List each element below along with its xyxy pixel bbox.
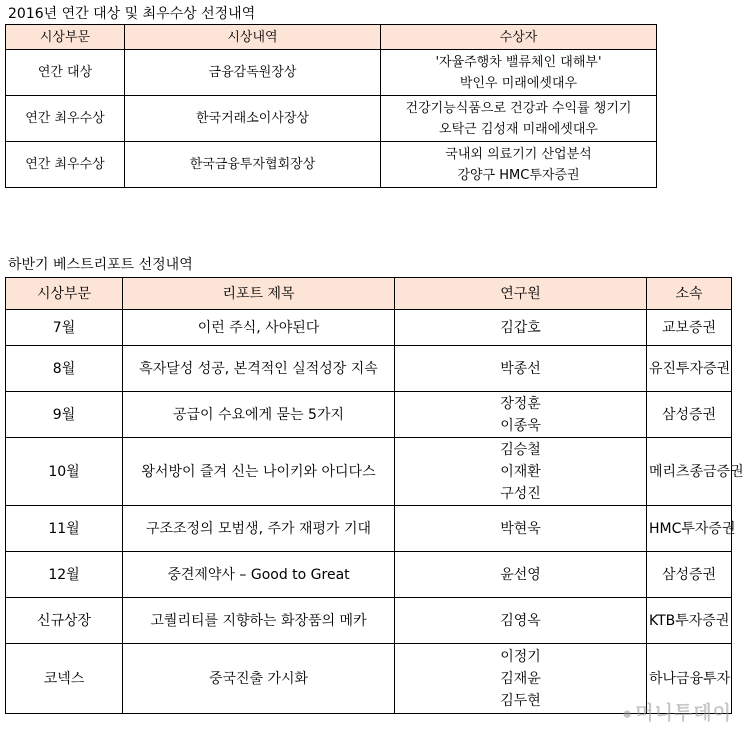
report-title: 구조조정의 모범생, 주가 재평가 기대: [123, 506, 395, 552]
firm-name: KTB투자증권: [649, 612, 730, 629]
researcher-name: 이재환: [500, 463, 541, 480]
award-category: 연간 최우수상: [6, 96, 125, 142]
firm-name: 교보증권: [661, 319, 717, 336]
firm-name: 하나금융투자: [649, 670, 731, 687]
researcher-name: 김갑호: [500, 319, 541, 336]
researcher-name: 윤선영: [500, 566, 541, 583]
researcher-name: 구성진: [500, 485, 541, 502]
researcher-name: 장정훈: [500, 395, 541, 412]
winner-line: '자율주행차 밸류체인 대해부': [435, 54, 602, 70]
table-row: [6, 96, 657, 142]
watermark: [622, 698, 732, 725]
report-category: 9월: [6, 392, 123, 438]
researcher-name: 김두현: [500, 692, 541, 709]
report-researchers: [395, 346, 647, 392]
award-category: 연간 대상: [6, 50, 125, 96]
watermark-text: 머니투데이: [635, 703, 732, 724]
report-firm: [647, 346, 732, 392]
report-title: 중국진출 가시화: [123, 644, 395, 714]
firm-name: 메리츠종금증권: [649, 463, 744, 480]
researcher-name: 김재윤: [500, 670, 541, 687]
report-researchers: [395, 644, 647, 714]
table-row: [6, 392, 732, 438]
report-category: 12월: [6, 552, 123, 598]
report-researchers: [395, 438, 647, 506]
column-header-firm: 소속: [647, 278, 732, 310]
report-title: 이런 주식, 사야된다: [123, 310, 395, 346]
annual-awards-title: 2016년 연간 대상 및 최우수상 선정내역: [8, 6, 256, 22]
column-header-category: 시상부문: [6, 278, 123, 310]
annual-awards-table: [5, 24, 657, 188]
researcher-name: 박종선: [500, 360, 541, 377]
column-header-winner: 수상자: [381, 25, 657, 50]
award-name: 한국거래소이사장상: [125, 96, 381, 142]
report-researchers: [395, 392, 647, 438]
report-title-text: 흑자달성 성공, 본격적인 실적성장 지속: [139, 360, 378, 377]
report-firm: [647, 310, 732, 346]
table-header-row: [6, 278, 732, 310]
researcher-name: 김영옥: [500, 612, 541, 629]
award-name: 한국금융투자협회장상: [125, 142, 381, 188]
winner-line: 박인우 미래에셋대우: [459, 75, 578, 91]
report-category: 10월: [6, 438, 123, 506]
firm-name: 삼성증권: [661, 566, 717, 583]
column-header-category: 시상부문: [6, 25, 125, 50]
report-category: 11월: [6, 506, 123, 552]
award-winner: [381, 142, 657, 188]
report-firm: [647, 506, 736, 552]
report-firm: [647, 598, 732, 644]
report-researchers: [395, 506, 647, 552]
winner-line: 오탁근 김성재 미래에셋대우: [439, 121, 598, 137]
column-header-report-title: 리포트 제목: [123, 278, 395, 310]
column-header-researcher: 연구원: [395, 278, 647, 310]
researcher-name: 이정기: [500, 648, 541, 665]
award-category: 연간 최우수상: [6, 142, 125, 188]
report-category: 코넥스: [6, 644, 123, 714]
report-title: [123, 346, 395, 392]
researcher-name: 박현욱: [500, 520, 541, 537]
best-report-table: [5, 277, 744, 714]
table-row: [6, 310, 732, 346]
report-researchers: [395, 598, 647, 644]
report-firm: [647, 438, 744, 506]
firm-name: HMC투자증권: [649, 520, 736, 537]
winner-line: 국내외 의료기기 산업분석: [445, 146, 592, 162]
table-row: [6, 552, 732, 598]
table-row: [6, 50, 657, 96]
report-researchers: [395, 552, 647, 598]
report-title: 공급이 수요에게 묻는 5가지: [123, 392, 395, 438]
report-category: 7월: [6, 310, 123, 346]
firm-name: 유진투자증권: [649, 360, 731, 377]
report-category: 8월: [6, 346, 123, 392]
report-firm: [647, 392, 732, 438]
winner-line: 건강기능식품으로 건강과 수익률 챙기기: [405, 100, 632, 116]
award-winner: [381, 96, 657, 142]
table-row: [6, 346, 732, 392]
researcher-name: 김승철: [500, 441, 541, 458]
column-header-award: 시상내역: [125, 25, 381, 50]
winner-line: 강양구 HMC투자증권: [457, 167, 580, 183]
half-year-title: 하반기 베스트리포트 선정내역: [8, 257, 193, 273]
report-title: 중견제약사 – Good to Great: [123, 552, 395, 598]
report-firm: [647, 552, 732, 598]
table-row: [6, 506, 732, 552]
report-title: 왕서방이 즐겨 신는 나이키와 아디다스: [123, 438, 395, 506]
report-category: 신규상장: [6, 598, 123, 644]
table-row: [6, 438, 732, 506]
report-title: 고퀄리티를 지향하는 화장품의 메카: [123, 598, 395, 644]
award-winner: [381, 50, 657, 96]
table-row: [6, 142, 657, 188]
researcher-name: 이종욱: [500, 417, 541, 434]
report-researchers: [395, 310, 647, 346]
mt-logo-icon: ●: [621, 704, 634, 723]
firm-name: 삼성증권: [661, 406, 717, 423]
table-header-row: [6, 25, 657, 50]
award-name: 금융감독원장상: [125, 50, 381, 96]
table-row: [6, 598, 732, 644]
